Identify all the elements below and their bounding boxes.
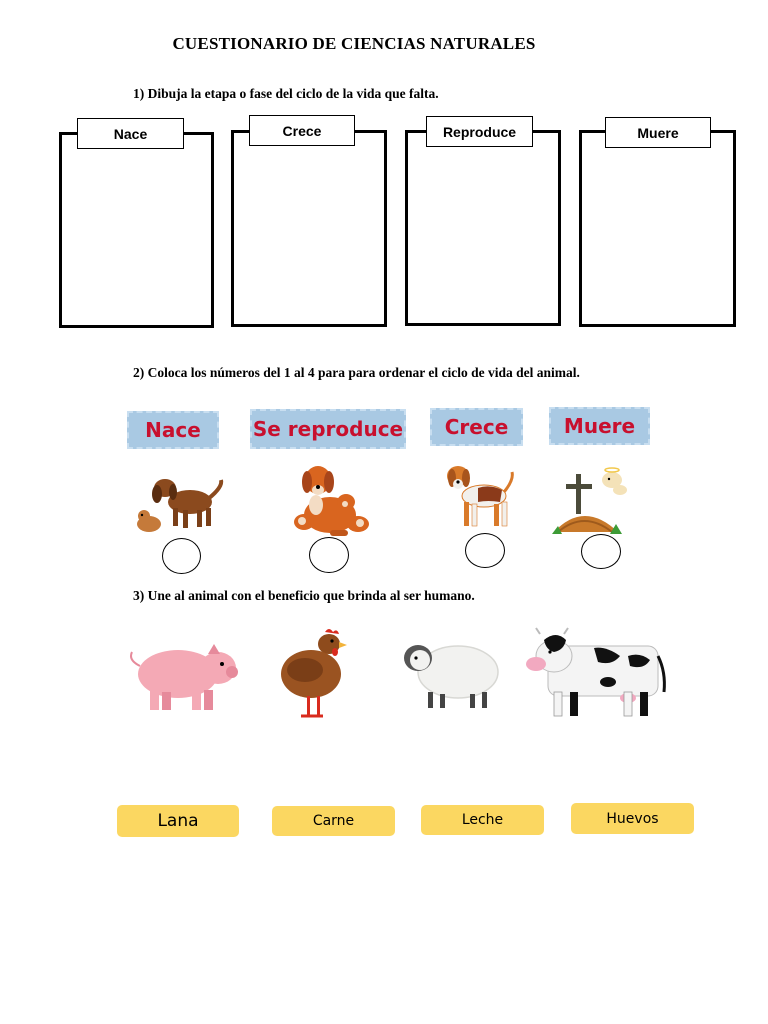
puppy-with-dog-image [135,472,230,537]
question-2: 2) Coloca los números del 1 al 4 para para ordenar el ciclo de vida del animal. [133,365,580,380]
order-circle-1[interactable] [162,538,201,574]
order-circle-2[interactable] [309,537,349,573]
question-3: 3) Une al animal con el beneficio que brinda al ser humano. [133,588,475,603]
drawing-box-3[interactable] [405,130,561,326]
question-1: 1) Dibuja la etapa o fase del ciclo de la vida que falta. [133,86,439,101]
drawing-box-4[interactable] [579,130,736,327]
tag-se-reproduce: Se reproduce [250,409,406,449]
page-title: CUESTIONARIO DE CIENCIAS NATURALES [172,34,536,53]
benefit-leche[interactable]: Leche [421,805,544,835]
dog-grave-image [548,460,632,538]
drawing-box-2[interactable] [231,130,387,327]
order-circle-4[interactable] [581,534,621,569]
hen-image [275,626,347,721]
pig-image [126,638,240,714]
benefit-huevos[interactable]: Huevos [571,803,694,834]
order-circle-3[interactable] [465,533,505,568]
mother-dog-with-puppies-image [290,460,375,542]
benefit-lana[interactable]: Lana [117,805,239,837]
stage-label-crece: Crece [249,115,355,146]
stage-label-reproduce: Reproduce [426,116,533,147]
sheep-image [400,636,500,712]
tag-muere: Muere [549,407,650,445]
stage-label-nace: Nace [77,118,184,149]
benefit-carne[interactable]: Carne [272,806,395,836]
drawing-box-1[interactable] [59,132,214,328]
tag-crece: Crece [430,408,523,446]
tag-nace: Nace [127,411,219,449]
cow-image [524,626,669,720]
beagle-dog-image [440,460,520,538]
stage-label-muere: Muere [605,117,711,148]
